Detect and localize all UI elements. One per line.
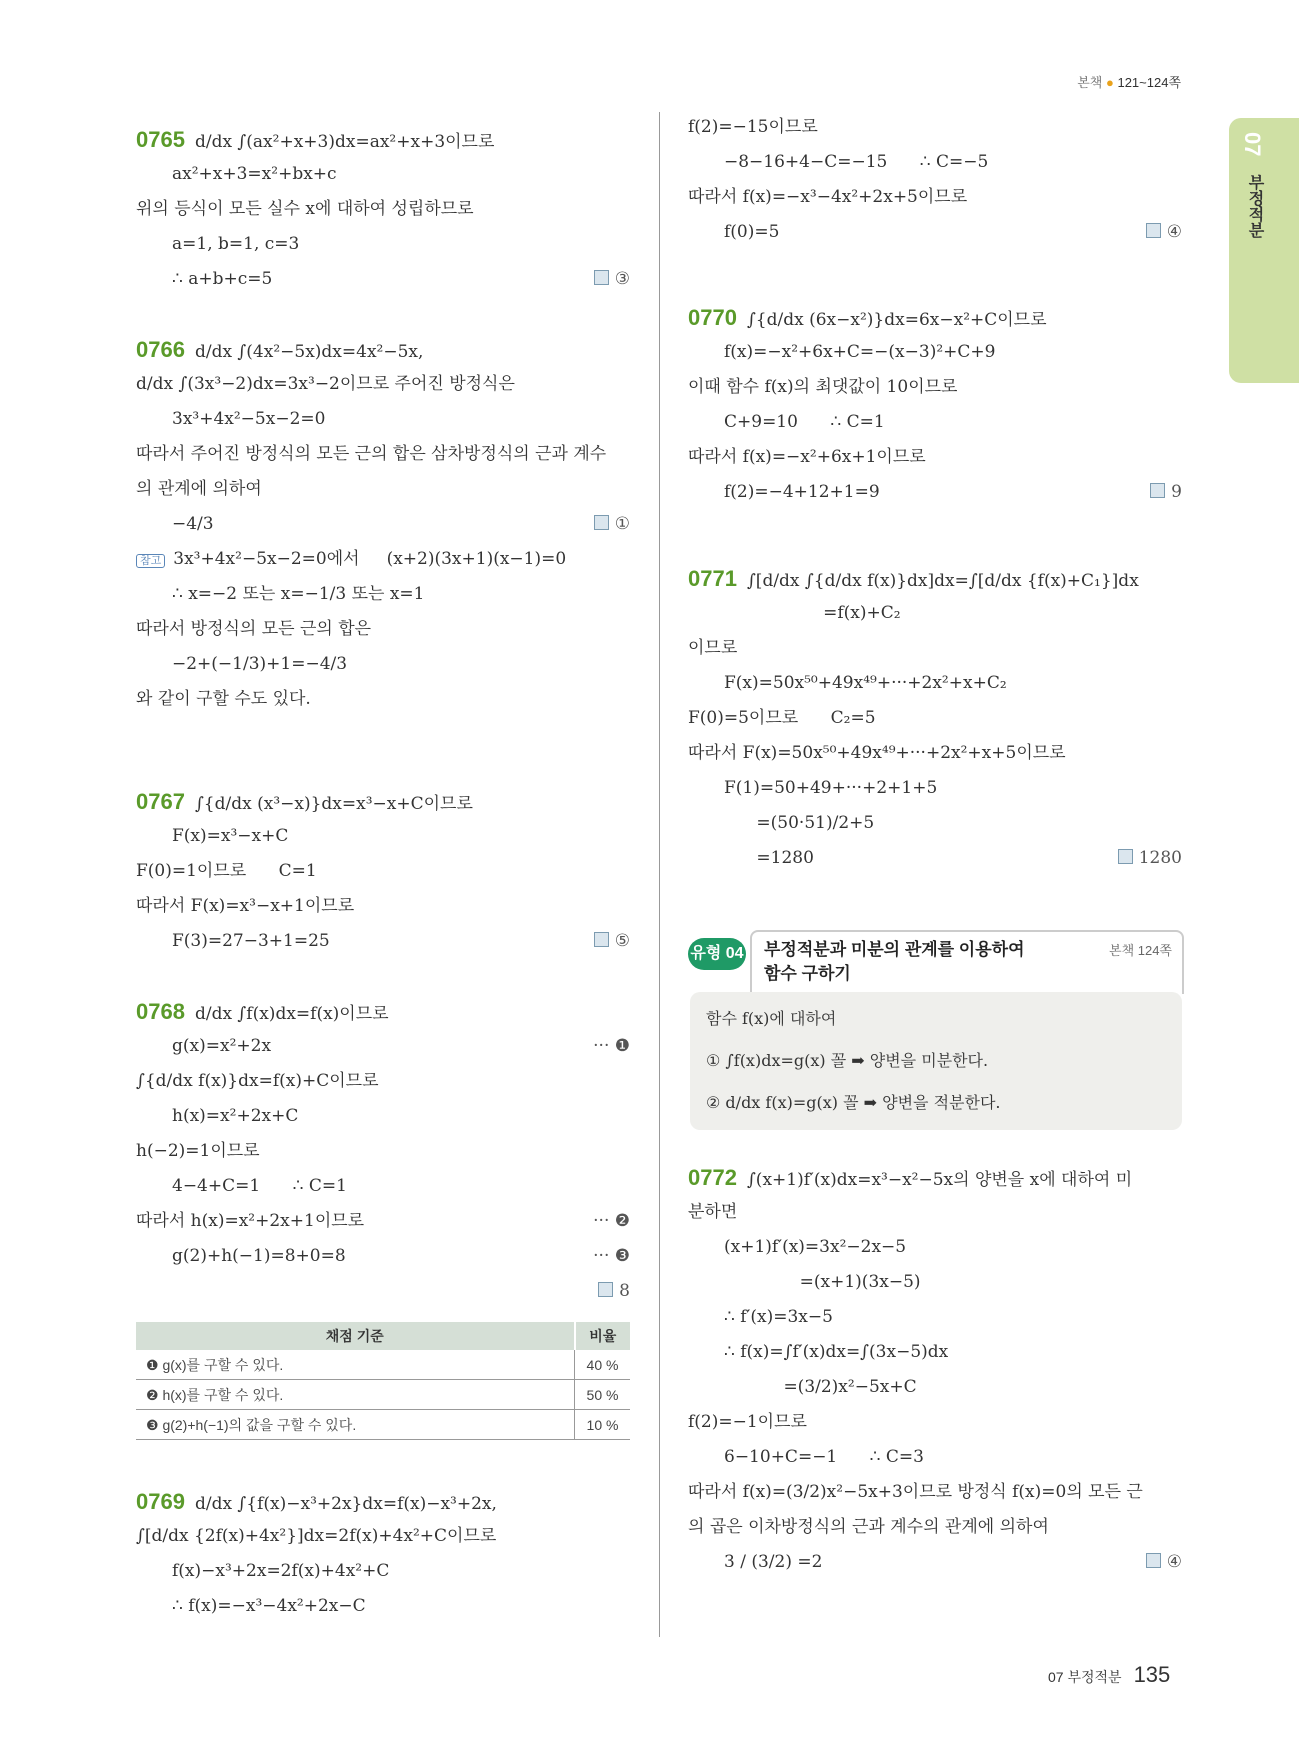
problem-number: 0766: [136, 337, 185, 362]
answer-value: 8: [619, 1281, 630, 1301]
solution-line: [136, 227, 630, 262]
solution-line: [136, 402, 630, 437]
page-header: [1077, 72, 1181, 91]
solution-line: [136, 1484, 630, 1519]
solution-line: [688, 1160, 1182, 1195]
solution-line: [688, 1230, 1182, 1265]
solution-line: [688, 631, 1182, 666]
solution-line: [136, 924, 630, 959]
line-text: f(2)=−4+12+1=9: [724, 482, 880, 502]
type-badge: 유형 04: [688, 938, 746, 970]
line-text: h(−2)=1이므로: [136, 1141, 260, 1161]
solution-line: [688, 1510, 1182, 1545]
line-text: 따라서 h(x)=x²+2x+1이므로: [136, 1211, 365, 1231]
line-text: F(3)=27−3+1=25: [172, 931, 330, 951]
header-ratio: 비율: [575, 1322, 631, 1350]
problem-number: 0769: [136, 1489, 185, 1514]
line-text: =1280: [724, 848, 814, 868]
solution-line: [136, 682, 630, 717]
answer-mark: [594, 262, 630, 297]
solution-line: [136, 332, 630, 367]
guide-line: ② d/dx f(x)=g(x) 꼴 ➡ 양변을 적분한다.: [706, 1093, 1001, 1112]
solution-line: [688, 1370, 1182, 1405]
solution-block: [136, 994, 630, 1309]
answer-icon: [594, 270, 609, 285]
line-text: 3x³+4x²−5x−2=0: [172, 409, 326, 429]
solution-line: [688, 370, 1182, 405]
solution-line: [688, 110, 1182, 145]
answer-mark: [598, 1274, 630, 1309]
problem-number: 0768: [136, 999, 185, 1024]
line-text: 6−10+C=−1 ∴ C=3: [724, 1447, 924, 1467]
answer-value: ④: [1166, 1552, 1182, 1572]
solution-line: [688, 1475, 1182, 1510]
answer-value: ①: [614, 514, 630, 534]
solution-block: [688, 110, 1182, 250]
answer-icon: [1150, 483, 1165, 498]
line-text: f(x)=−x²+6x+C=−(x−3)²+C+9: [724, 342, 996, 362]
problem-number: 0765: [136, 127, 185, 152]
solution-line: [136, 612, 630, 647]
line-text: (x+1)f′(x)=3x²−2x−5: [724, 1237, 907, 1257]
answer-icon: [594, 932, 609, 947]
ratio-cell: 40 %: [575, 1350, 631, 1380]
solution-line: [136, 1134, 630, 1169]
solution-line: [136, 1239, 630, 1274]
solution-line: [688, 1335, 1182, 1370]
solution-line: [688, 841, 1182, 876]
chapter-side-tab: [1229, 118, 1299, 383]
solution-line: [136, 262, 630, 297]
answer-icon: [594, 515, 609, 530]
type-title: 부정적분과 미분의 관계를 이용하여 함수 구하기: [764, 940, 1025, 983]
line-text: 따라서 F(x)=x³−x+1이므로: [136, 896, 355, 916]
answer-mark: [593, 1204, 630, 1239]
solution-line: [136, 647, 630, 682]
answer-mark: [594, 507, 630, 542]
solution-line: [688, 806, 1182, 841]
line-text: ∴ f(x)=∫f′(x)dx=∫(3x−5)dx: [724, 1342, 949, 1362]
solution-line: [136, 367, 630, 402]
solution-line: [136, 1274, 630, 1309]
line-text: 3 / (3/2) =2: [724, 1552, 823, 1572]
line-text: d/dx ∫(3x³−2)dx=3x³−2이므로 주어진 방정식은: [136, 374, 515, 394]
line-text: 와 같이 구할 수도 있다.: [136, 689, 311, 709]
line-text: 의 곱은 이차방정식의 근과 계수의 관계에 의하여: [688, 1517, 1049, 1537]
solution-line: [688, 180, 1182, 215]
solution-line: [688, 1265, 1182, 1300]
line-text: g(2)+h(−1)=8+0=8: [172, 1246, 346, 1266]
answer-mark: [1146, 215, 1182, 250]
type-page-ref: 본책 124쪽: [1109, 943, 1172, 958]
answer-value: ③: [614, 269, 630, 289]
solution-line: [688, 1545, 1182, 1580]
solution-line: [688, 215, 1182, 250]
line-text: ∫{d/dx (x³−x)}dx=x³−x+C이므로: [194, 794, 473, 814]
solution-line: [688, 1300, 1182, 1335]
line-text: d/dx ∫(4x²−5x)dx=4x²−5x,: [194, 342, 424, 362]
solution-line: [688, 300, 1182, 335]
solution-line: [688, 561, 1182, 596]
line-text: 따라서 f(x)=−x³−4x²+2x+5이므로: [688, 187, 968, 207]
line-text: ∫{d/dx f(x)}dx=f(x)+C이므로: [136, 1071, 379, 1091]
line-text: 따라서 방정식의 모든 근의 합은: [136, 619, 372, 639]
solution-block: [136, 1484, 630, 1624]
answer-mark: [593, 1239, 630, 1274]
solution-line: [136, 472, 630, 507]
problem-number: 0770: [688, 305, 737, 330]
solution-line: [136, 1204, 630, 1239]
solution-line: [136, 507, 630, 542]
answer-value: 1280: [1138, 848, 1182, 868]
solution-line: [136, 1064, 630, 1099]
solution-line: [136, 122, 630, 157]
line-text: 분하면: [688, 1202, 738, 1222]
line-text: 따라서 주어진 방정식의 모든 근의 합은 삼차방정식의 근과 계수: [136, 444, 607, 464]
line-text: 이므로: [688, 638, 738, 658]
solution-line: [688, 145, 1182, 180]
answer-icon: [1118, 849, 1133, 864]
answer-mark: [593, 1029, 630, 1064]
solution-line: [136, 784, 630, 819]
line-text: f(x)−x³+2x=2f(x)+4x²+C: [172, 1561, 390, 1581]
solution-line: [136, 1554, 630, 1589]
scoring-table: [136, 1322, 630, 1440]
page-number: 135: [1133, 1662, 1171, 1687]
answer-value: 9: [1171, 482, 1182, 502]
answer-icon: [1146, 1553, 1161, 1568]
solution-line: [688, 335, 1182, 370]
solution-line: [136, 192, 630, 227]
solution-block: [136, 332, 630, 717]
line-text: F(x)=50x⁵⁰+49x⁴⁹+···+2x²+x+C₂: [724, 673, 1007, 693]
solution-line: [688, 405, 1182, 440]
line-text: d/dx ∫f(x)dx=f(x)이므로: [194, 1004, 389, 1024]
guide-line: ① ∫f(x)dx=g(x) 꼴 ➡ 양변을 미분한다.: [706, 1051, 989, 1070]
line-text: ∫[d/dx {2f(x)+4x²}]dx=2f(x)+4x²+C이므로: [136, 1526, 497, 1546]
problem-number: 0772: [688, 1165, 737, 1190]
solution-block: [688, 300, 1182, 510]
line-text: ∫[d/dx ∫{d/dx f(x)}dx]dx=∫[d/dx {f(x)+C₁}]dx: [746, 571, 1139, 591]
table-row: [136, 1380, 630, 1410]
line-text: 위의 등식이 모든 실수 x에 대하여 성립하므로: [136, 199, 474, 219]
line-text: C+9=10 ∴ C=1: [724, 412, 885, 432]
problem-number: 0767: [136, 789, 185, 814]
line-text: F(1)=50+49+···+2+1+5: [724, 778, 938, 798]
answer-value: ··· ❷: [593, 1211, 630, 1231]
header-criteria: 채점 기준: [136, 1322, 575, 1350]
solution-line: [688, 1195, 1182, 1230]
chapter-title: 부정적분: [1246, 174, 1263, 238]
answer-mark: [1146, 1545, 1182, 1580]
line-text: ∫(x+1)f′(x)dx=x³−x²−5x의 양변을 x에 대하여 미: [746, 1170, 1133, 1190]
line-text: 의 관계에 의하여: [136, 479, 262, 499]
table-row: [136, 1410, 630, 1440]
criteria-cell: ❸ g(2)+h(−1)의 값을 구할 수 있다.: [136, 1410, 575, 1440]
solution-line: [136, 1099, 630, 1134]
guide-line: 함수 f(x)에 대하여: [706, 1009, 837, 1028]
line-text: a=1, b=1, c=3: [172, 234, 300, 254]
solution-line: [136, 819, 630, 854]
solution-line: [688, 701, 1182, 736]
line-text: h(x)=x²+2x+C: [172, 1106, 299, 1126]
page-range: 121~124쪽: [1117, 75, 1181, 90]
answer-icon: [1146, 223, 1161, 238]
line-text: =f(x)+C₂: [688, 603, 901, 623]
line-text: ax²+x+3=x²+bx+c: [172, 164, 337, 184]
solution-line: [136, 577, 630, 612]
line-text: 4−4+C=1 ∴ C=1: [172, 1176, 347, 1196]
solution-line: [688, 596, 1182, 631]
line-text: 따라서 f(x)=−x²+6x+1이므로: [688, 447, 926, 467]
line-text: 따라서 F(x)=50x⁵⁰+49x⁴⁹+···+2x²+x+5이므로: [688, 743, 1066, 763]
answer-icon: [598, 1282, 613, 1297]
note-badge: 참고: [136, 554, 165, 568]
line-text: ∴ x=−2 또는 x=−1/3 또는 x=1: [172, 584, 425, 604]
criteria-cell: ❶ g(x)를 구할 수 있다.: [136, 1350, 575, 1380]
line-text: −2+(−1/3)+1=−4/3: [172, 654, 348, 674]
line-text: F(x)=x³−x+C: [172, 826, 289, 846]
solution-line: [688, 666, 1182, 701]
solution-line: [688, 440, 1182, 475]
dot-icon: ●: [1105, 75, 1114, 90]
line-text: F(0)=1이므로 C=1: [136, 861, 317, 881]
line-text: f(2)=−1이므로: [688, 1412, 807, 1432]
column-divider: [659, 112, 660, 1637]
solution-block: [688, 561, 1182, 876]
answer-value: ··· ❶: [593, 1036, 630, 1056]
solution-line: [136, 542, 630, 577]
chapter-number: 07: [1240, 132, 1265, 157]
solution-line: [136, 437, 630, 472]
book-label: 본책: [1077, 75, 1103, 90]
answer-value: ④: [1166, 222, 1182, 242]
line-text: 3x³+4x²−5x−2=0에서 (x+2)(3x+1)(x−1)=0: [173, 549, 567, 569]
solution-line: [688, 1440, 1182, 1475]
solution-block: [136, 122, 630, 297]
answer-mark: [1150, 475, 1182, 510]
line-text: =(x+1)(3x−5): [724, 1272, 921, 1292]
solution-line: [688, 736, 1182, 771]
solution-block: [688, 1160, 1182, 1580]
answer-value: ··· ❸: [593, 1246, 630, 1266]
ratio-cell: 50 %: [575, 1380, 631, 1410]
solution-line: [688, 1405, 1182, 1440]
line-text: −4/3: [172, 514, 214, 534]
line-text: ∴ f(x)=−x³−4x²+2x−C: [172, 1596, 366, 1616]
answer-mark: [594, 924, 630, 959]
problem-number: 0771: [688, 566, 737, 591]
line-text: f(2)=−15이므로: [688, 117, 818, 137]
line-text: =(50·51)/2+5: [724, 813, 875, 833]
line-text: 이때 함수 f(x)의 최댓값이 10이므로: [688, 377, 958, 397]
type-guide-box: [690, 992, 1182, 1130]
solution-line: [136, 1029, 630, 1064]
solution-block: [136, 784, 630, 959]
solution-line: [688, 771, 1182, 806]
line-text: =(3/2)x²−5x+C: [724, 1377, 917, 1397]
type-title-box: [750, 930, 1184, 994]
footer-chapter: 07 부정적분: [1048, 1669, 1122, 1685]
solution-line: [136, 889, 630, 924]
line-text: ∴ f′(x)=3x−5: [724, 1307, 833, 1327]
line-text: ∫{d/dx (6x−x²)}dx=6x−x²+C이므로: [746, 310, 1047, 330]
solution-line: [136, 1519, 630, 1554]
answer-mark: [1118, 841, 1182, 876]
solution-line: [136, 994, 630, 1029]
page-footer: [1048, 1662, 1170, 1688]
line-text: g(x)=x²+2x: [172, 1036, 272, 1056]
line-text: ∴ a+b+c=5: [172, 269, 273, 289]
ratio-cell: 10 %: [575, 1410, 631, 1440]
line-text: d/dx ∫{f(x)−x³+2x}dx=f(x)−x³+2x,: [194, 1494, 497, 1514]
line-text: d/dx ∫(ax²+x+3)dx=ax²+x+3이므로: [194, 132, 495, 152]
solution-line: [136, 1169, 630, 1204]
solution-line: [688, 475, 1182, 510]
criteria-cell: ❷ h(x)를 구할 수 있다.: [136, 1380, 575, 1410]
line-text: 따라서 f(x)=(3/2)x²−5x+3이므로 방정식 f(x)=0의 모든 근: [688, 1482, 1143, 1502]
answer-value: ⑤: [614, 931, 630, 951]
solution-line: [136, 1589, 630, 1624]
solution-line: [136, 854, 630, 889]
line-text: f(0)=5: [724, 222, 780, 242]
table-row: [136, 1350, 630, 1380]
line-text: −8−16+4−C=−15 ∴ C=−5: [724, 152, 989, 172]
solution-line: [136, 157, 630, 192]
line-text: F(0)=5이므로 C₂=5: [688, 708, 876, 728]
